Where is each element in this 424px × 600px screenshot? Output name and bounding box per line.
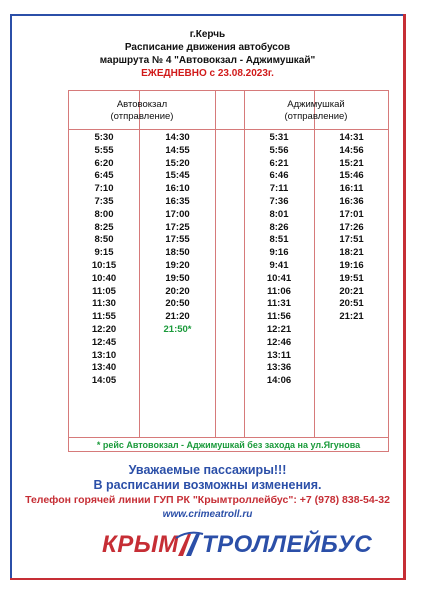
time-cell: 14:55 bbox=[165, 144, 190, 156]
right-stop-name: Аджимушкай bbox=[287, 99, 345, 110]
timetable bbox=[68, 90, 389, 452]
time-cell: 11:06 bbox=[267, 285, 291, 297]
time-cell: 14:05 bbox=[91, 375, 117, 387]
time-cell: 7:36 bbox=[269, 195, 289, 207]
left-stop-note: (отправление) bbox=[110, 111, 174, 122]
validity-date: ЕЖЕДНЕВНО с 23.08.2023г. bbox=[141, 68, 274, 79]
frame-right-line bbox=[403, 14, 406, 580]
time-cell: 8:01 bbox=[269, 208, 289, 220]
route-name: маршрута № 4 "Автовокзал - Аджимушкай" bbox=[99, 55, 316, 66]
time-cell: 10:40 bbox=[91, 272, 117, 284]
time-cell: 11:31 bbox=[267, 298, 291, 310]
time-cell: 10:41 bbox=[266, 272, 292, 284]
time-cell: 21:21 bbox=[339, 311, 364, 323]
notice-changes: В расписании возможны изменения. bbox=[93, 478, 322, 492]
left-times-col1 bbox=[69, 132, 139, 388]
website-link[interactable]: www.crimeatroll.ru bbox=[162, 509, 253, 520]
right-times-col1 bbox=[244, 132, 314, 388]
time-cell: 17:55 bbox=[165, 234, 190, 246]
passenger-notice bbox=[12, 463, 403, 493]
time-cell: 17:00 bbox=[165, 208, 190, 220]
trolleybus-pole-mark-icon bbox=[174, 528, 204, 560]
time-cell: 11:55 bbox=[92, 311, 116, 323]
time-cell: 11:56 bbox=[267, 311, 291, 323]
time-cell: 7:35 bbox=[94, 195, 114, 207]
logo-text-trolleybus: ТРОЛЛЕЙБУС bbox=[202, 531, 373, 558]
city-name: г.Керчь bbox=[189, 29, 226, 40]
header-divider bbox=[69, 129, 388, 130]
time-cell: 12:45 bbox=[91, 336, 117, 348]
special-trip-footnote: * рейс Автовокзал - Аджимушкай без захода на ул.Ягунова bbox=[96, 440, 361, 450]
time-cell: 17:26 bbox=[339, 221, 364, 233]
time-cell: 14:06 bbox=[266, 375, 292, 387]
right-times-col2 bbox=[315, 132, 388, 324]
time-cell: 15:21 bbox=[339, 157, 364, 169]
time-cell: 14:30 bbox=[165, 132, 190, 143]
left-times-col2 bbox=[140, 132, 215, 337]
time-cell: 18:50 bbox=[165, 247, 190, 259]
time-cell: 8:51 bbox=[269, 234, 289, 246]
time-cell: 13:11 bbox=[267, 349, 291, 361]
time-cell: 21:20 bbox=[165, 311, 190, 323]
time-cell: 17:25 bbox=[165, 221, 190, 233]
time-cell: 12:20 bbox=[91, 323, 117, 335]
time-cell: 8:26 bbox=[269, 221, 289, 233]
time-cell: 7:10 bbox=[94, 183, 114, 195]
frame-top-line bbox=[10, 14, 406, 16]
column-divider bbox=[215, 91, 216, 437]
time-cell: 14:56 bbox=[339, 144, 364, 156]
time-cell: 15:46 bbox=[339, 170, 364, 182]
logo-text-krym: КРЫМ bbox=[102, 531, 179, 558]
time-cell: 20:51 bbox=[339, 298, 364, 310]
frame-bottom-line bbox=[10, 578, 406, 580]
time-cell: 6:21 bbox=[269, 157, 289, 169]
time-cell: 19:20 bbox=[165, 259, 190, 271]
schedule-header bbox=[12, 28, 403, 80]
time-cell: 5:31 bbox=[269, 132, 289, 143]
schedule-title: Расписание движения автобусов bbox=[124, 42, 291, 53]
time-cell: 18:21 bbox=[339, 247, 364, 259]
time-cell: 6:20 bbox=[94, 157, 114, 169]
time-cell: 12:46 bbox=[266, 336, 292, 348]
time-cell: 13:10 bbox=[91, 349, 117, 361]
time-cell-special-trip: 21:50* bbox=[163, 323, 192, 335]
time-cell: 5:55 bbox=[94, 144, 114, 156]
right-stop-note: (отправление) bbox=[284, 111, 348, 122]
left-stop-header bbox=[69, 99, 215, 123]
time-cell: 17:51 bbox=[339, 234, 364, 246]
right-stop-header bbox=[244, 99, 388, 123]
hotline-phone: Телефон горячей линии ГУП РК "Крымтроллейбус": +7 (978) 838-54-32 bbox=[25, 494, 390, 506]
time-cell: 15:20 bbox=[165, 157, 190, 169]
time-cell: 19:50 bbox=[165, 272, 190, 284]
time-cell: 15:45 bbox=[165, 170, 190, 182]
time-cell: 11:30 bbox=[92, 298, 116, 310]
time-cell: 17:01 bbox=[339, 208, 364, 220]
time-cell: 16:10 bbox=[165, 183, 190, 195]
time-cell: 19:16 bbox=[339, 259, 364, 271]
time-cell: 13:40 bbox=[91, 362, 117, 374]
time-cell: 16:35 bbox=[165, 195, 190, 207]
time-cell: 11:05 bbox=[92, 285, 116, 297]
time-cell: 8:00 bbox=[94, 208, 114, 220]
time-cell: 12:21 bbox=[266, 323, 292, 335]
time-cell: 20:20 bbox=[165, 285, 190, 297]
time-cell: 9:15 bbox=[94, 247, 114, 259]
left-stop-name: Автовокзал bbox=[116, 99, 168, 110]
time-cell: 8:25 bbox=[94, 221, 114, 233]
company-logo bbox=[100, 528, 373, 560]
time-cell: 5:56 bbox=[269, 144, 289, 156]
time-cell: 6:46 bbox=[269, 170, 289, 182]
time-cell: 9:41 bbox=[269, 259, 289, 271]
time-cell: 6:45 bbox=[94, 170, 114, 182]
time-cell: 8:50 bbox=[94, 234, 114, 246]
time-cell: 13:36 bbox=[266, 362, 292, 374]
notice-greeting: Уважаемые пассажиры!!! bbox=[128, 463, 287, 477]
time-cell: 10:15 bbox=[91, 259, 117, 271]
time-cell: 19:51 bbox=[339, 272, 364, 284]
time-cell: 9:16 bbox=[269, 247, 289, 259]
time-cell: 20:50 bbox=[165, 298, 190, 310]
time-cell: 16:36 bbox=[339, 195, 364, 207]
time-cell: 20:21 bbox=[339, 285, 364, 297]
time-cell: 5:30 bbox=[94, 132, 114, 143]
time-cell: 16:11 bbox=[339, 183, 364, 195]
time-cell: 14:31 bbox=[339, 132, 364, 143]
time-cell: 7:11 bbox=[269, 183, 289, 195]
